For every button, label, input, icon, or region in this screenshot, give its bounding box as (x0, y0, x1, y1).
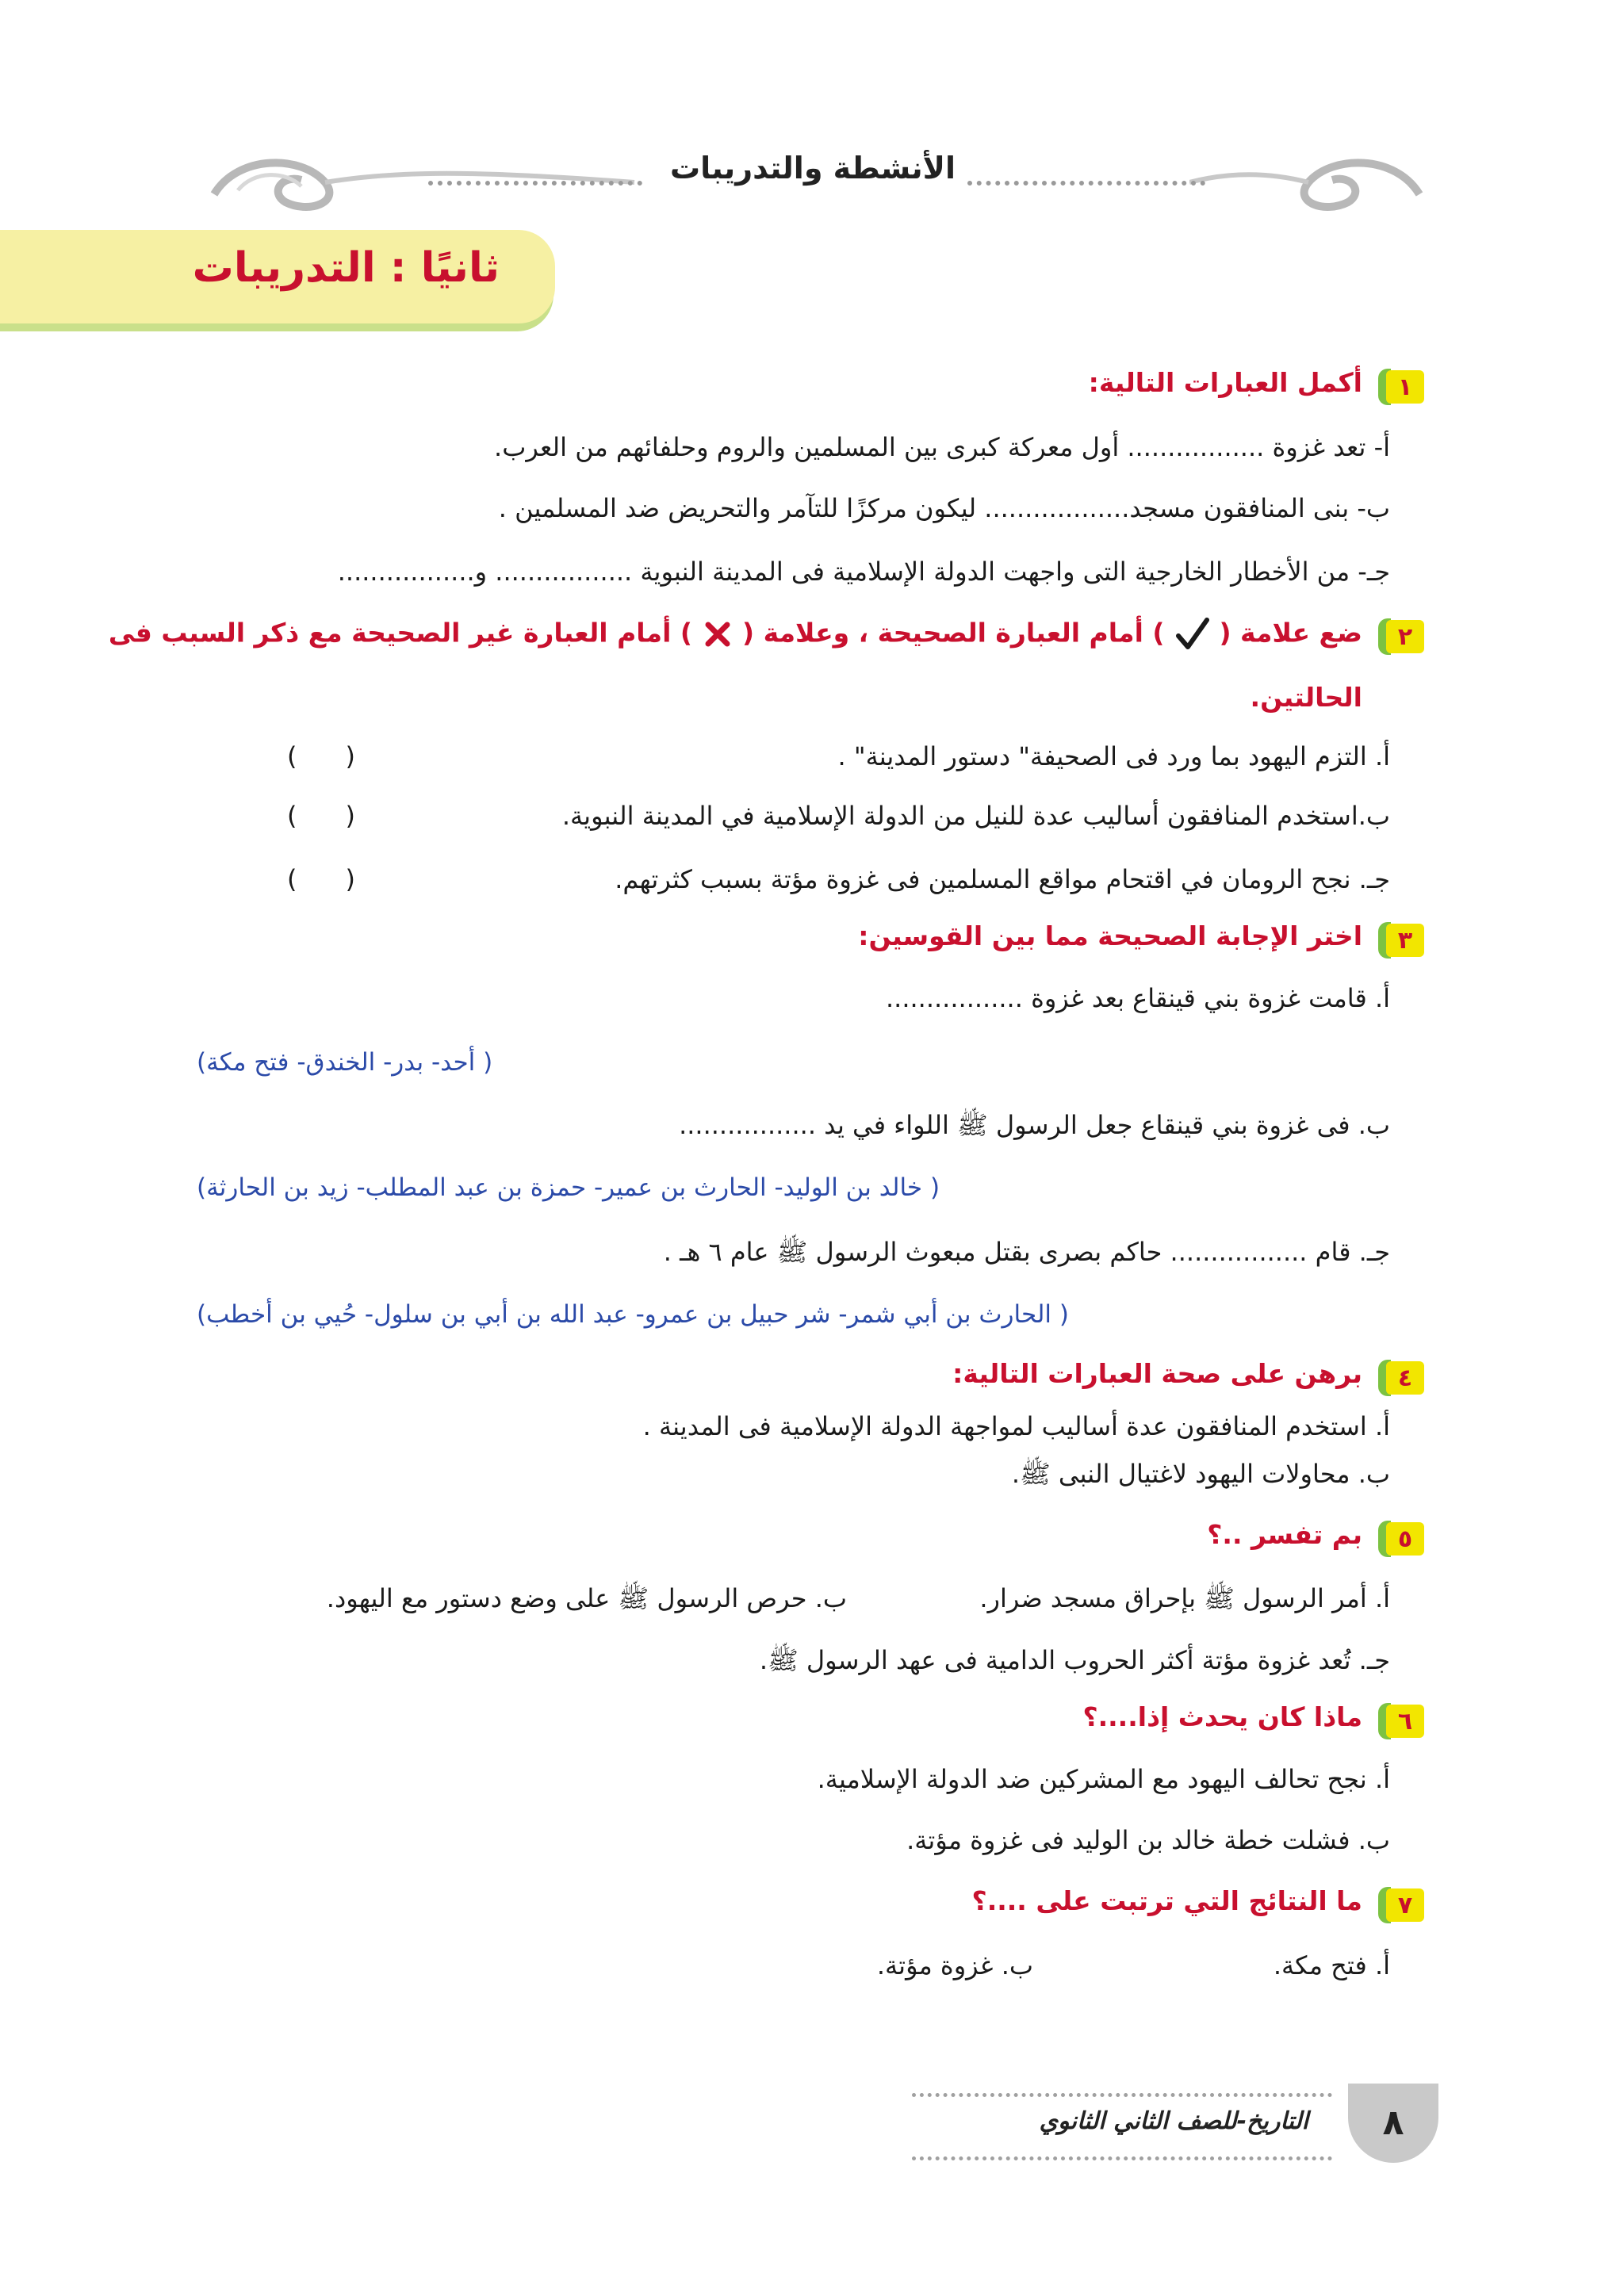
question-number: ٢ (1386, 620, 1424, 653)
footer-dots-bottom (912, 2156, 1332, 2160)
page-header-title: الأنشطة والتدريبات (669, 151, 956, 186)
question-2-title-continued: الحالتين. (1250, 682, 1362, 713)
question-badge-5 (1378, 1521, 1424, 1557)
q7-item-a: أ. فتح مكة. (1273, 1950, 1390, 1980)
q3-options-c: ( الحارث بن أبي شمر- شر حبيل بن عمرو- عبد الله بن أبي بن سلول- حُيي بن أخطب) (197, 1300, 1069, 1329)
check-mark-icon (1174, 617, 1210, 652)
question-number: ٧ (1386, 1888, 1424, 1922)
question-badge-3 (1378, 922, 1424, 959)
q7-item-b: ب. غزوة مؤتة. (876, 1950, 1033, 1980)
header-dots-right (967, 181, 1205, 186)
cross-mark-icon (702, 618, 733, 650)
section-title: ثانيًا : التدريبات (192, 244, 500, 292)
q1-item-a: أ- تعد غزوة ................. أول معركة كبرى بين المسلمين والروم وحلفائهم من العرب. (494, 432, 1390, 462)
q2-answer-box-b[interactable]: ( ) (287, 801, 355, 831)
q2-item-c: جـ. نجح الرومان في اقتحام مواقع المسلمين فى غزوة مؤتة بسبب كثرتهم. (615, 864, 1390, 894)
question-number: ٦ (1386, 1705, 1424, 1738)
q3-item-c: جـ. قام ................. حاكم بصرى بقتل مبعوث الرسول ﷺ عام ٦ هـ . (663, 1237, 1390, 1267)
question-5-title: بم تفسر ..؟ (1207, 1519, 1362, 1550)
q1-item-b: ب- بنى المنافقون مسجد.................. ليكون مركزًا للتآمر والتحريض ضد المسلمين . (498, 493, 1390, 523)
q3-options-b: ( خالد بن الوليد- الحارث بن عمير- حمزة بن عبد المطلب- زيد بن الحارثة) (197, 1173, 940, 1202)
page-number: ٨ (1348, 2084, 1438, 2163)
q6-item-a: أ. نجح تحالف اليهود مع المشركين ضد الدولة الإسلامية. (817, 1764, 1390, 1794)
q4-item-a: أ. استخدم المنافقون عدة أساليب لمواجهة الدولة الإسلامية فى المدينة . (642, 1411, 1390, 1441)
header-dots-left (428, 181, 642, 186)
question-2-title: ضع علامة ( ) أمام العبارة الصحيحة ، وعلامة ( ) أمام العبارة غير الصحيحة مع ذكر السبب فى (109, 617, 1362, 652)
q5-item-b: ب. حرص الرسول ﷺ على وضع دستور مع اليهود. (326, 1583, 847, 1613)
footer-book-title: التاريخ-للصف الثاني الثانوي (1039, 2107, 1308, 2135)
q3-item-a: أ. قامت غزوة بني قينقاع بعد غزوة ................. (885, 983, 1390, 1013)
question-badge-7 (1378, 1887, 1424, 1923)
question-number: ٣ (1386, 924, 1424, 957)
question-6-title: ماذا كان يحدث إذا....؟ (1082, 1701, 1362, 1732)
q5-item-a: أ. أمر الرسول ﷺ بإحراق مسجد ضرار. (979, 1583, 1390, 1613)
question-number: ٥ (1386, 1522, 1424, 1556)
question-badge-4 (1378, 1360, 1424, 1396)
question-1-title: أكمل العبارات التالية: (1088, 367, 1362, 398)
q5-item-c: جـ. تُعد غزوة مؤتة أكثر الحروب الدامية فى عهد الرسول ﷺ. (759, 1645, 1390, 1675)
section-banner (0, 230, 555, 323)
q3-item-b: ب. فى غزوة بني قينقاع جعل الرسول ﷺ اللواء في يد ................. (679, 1110, 1390, 1140)
footer-dots-top (912, 2093, 1332, 2097)
question-4-title: برهن على صحة العبارات التالية: (952, 1358, 1362, 1389)
q3-options-a: ( أحد- بدر- الخندق- فتح مكة) (197, 1048, 493, 1077)
q2-answer-box-c[interactable]: ( ) (287, 864, 355, 894)
question-7-title: ما النتائج التي ترتبت على ....؟ (971, 1885, 1362, 1916)
q2-answer-box-a[interactable]: ( ) (287, 741, 355, 771)
question-3-title: اختر الإجابة الصحيحة مما بين القوسين: (858, 920, 1362, 951)
question-number: ١ (1386, 370, 1424, 404)
q6-item-b: ب. فشلت خطة خالد بن الوليد فى غزوة مؤتة. (906, 1825, 1390, 1855)
header-ornament-right (1189, 147, 1443, 218)
q4-item-b: ب. محاولات اليهود لاغتيال النبى ﷺ. (1011, 1459, 1390, 1489)
question-badge-2 (1378, 618, 1424, 655)
question-badge-1 (1378, 369, 1424, 405)
q2-item-a: أ. التزم اليهود بما ورد فى الصحيفة" دستور المدينة" . (837, 741, 1390, 771)
q1-item-c: جـ- من الأخطار الخارجية التى واجهت الدولة الإسلامية فى المدينة النبوية ................. و................. (337, 557, 1390, 587)
question-number: ٤ (1386, 1361, 1424, 1395)
q2-item-b: ب.استخدم المنافقون أساليب عدة للنيل من الدولة الإسلامية في المدينة النبوية. (561, 801, 1390, 831)
question-badge-6 (1378, 1703, 1424, 1739)
